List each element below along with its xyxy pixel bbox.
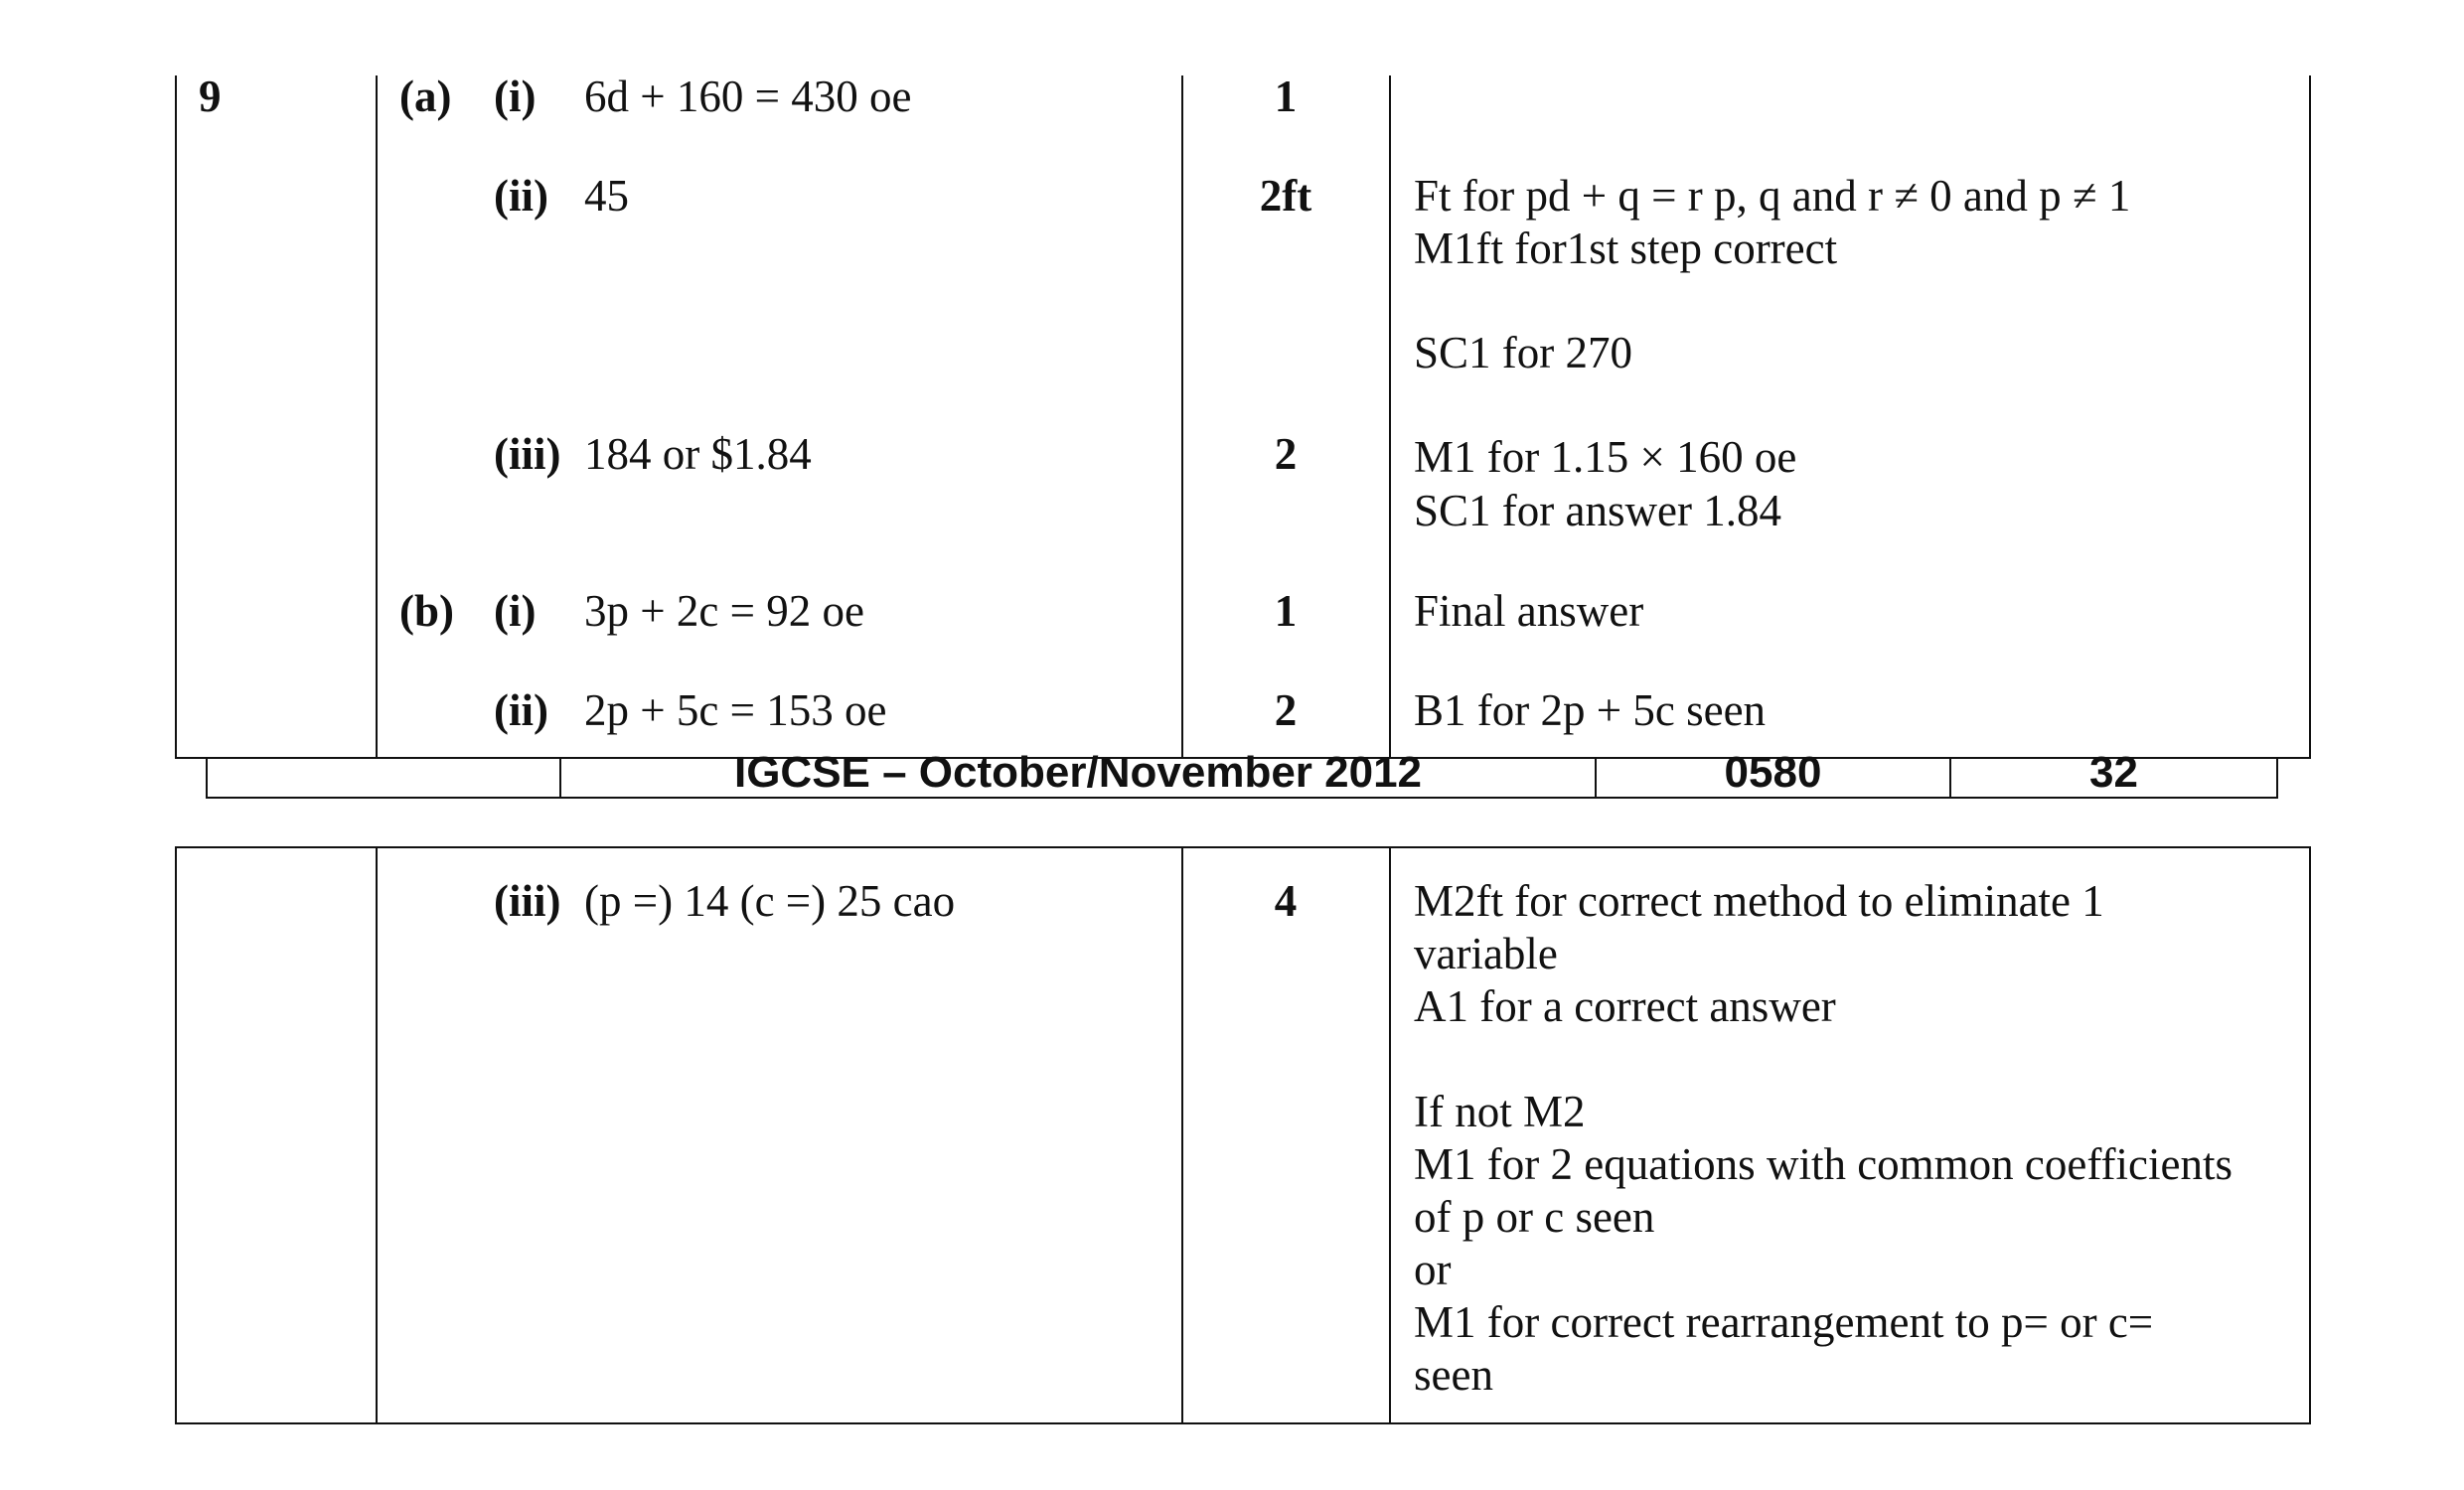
mark-note: Ft for pd + q = r p, q and r ≠ 0 and p ≠ 1	[1414, 171, 2131, 221]
table-divider-question	[376, 846, 378, 1424]
table-divider-question	[376, 75, 378, 759]
subpart-label: (iii)	[494, 876, 561, 926]
table-border-top	[175, 846, 2311, 848]
header-border-right	[2276, 757, 2278, 799]
table-divider-mark	[1389, 846, 1391, 1424]
table-divider-answer	[1181, 846, 1183, 1424]
mark-note: Final answer	[1414, 586, 1644, 636]
mark-value: 2	[1274, 685, 1298, 735]
mark-note: M1 for 1.15 × 160 oe	[1414, 432, 1797, 482]
mark-note: M1 for correct rearrangement to p= or c=	[1414, 1297, 2154, 1347]
mark-value: 2	[1274, 429, 1298, 479]
subpart-label: (ii)	[494, 685, 548, 735]
table-border-right	[2309, 75, 2311, 759]
mark-note: M2ft for correct method to eliminate 1	[1414, 876, 2104, 926]
subpart-label: (i)	[494, 72, 537, 121]
mark-note: of p or c seen	[1414, 1192, 1655, 1242]
question-number: 9	[199, 72, 222, 121]
mark-value: 1	[1274, 586, 1298, 636]
mark-note: SC1 for answer 1.84	[1414, 486, 1781, 535]
paper-number: 32	[2089, 748, 2138, 797]
exam-title: IGCSE – October/November 2012	[733, 748, 1423, 797]
answer-text: 184 or $1.84	[584, 429, 812, 479]
mark-note: variable	[1414, 929, 1558, 978]
subpart-label: (iii)	[494, 429, 561, 479]
table-border-left	[175, 846, 177, 1424]
mark-note: M1ft for1st step correct	[1414, 224, 1838, 273]
mark-note: or	[1414, 1245, 1452, 1294]
answer-text: (p =) 14 (c =) 25 cao	[584, 876, 956, 926]
header-border-left	[206, 757, 208, 799]
mark-value: 1	[1274, 72, 1298, 121]
mark-note: seen	[1414, 1350, 1493, 1400]
answer-text: 2p + 5c = 153 oe	[584, 685, 887, 735]
mark-note: M1 for 2 equations with common coefficients	[1414, 1139, 2233, 1189]
subpart-label: (i)	[494, 586, 537, 636]
syllabus-code: 0580	[1724, 748, 1822, 797]
answer-text: 3p + 2c = 92 oe	[584, 586, 864, 636]
table-border-left	[175, 75, 177, 759]
mark-value: 4	[1274, 876, 1298, 926]
mark-note: If not M2	[1414, 1087, 1586, 1136]
mark-note: B1 for 2p + 5c seen	[1414, 685, 1767, 735]
mark-note: A1 for a correct answer	[1414, 981, 1836, 1031]
answer-text	[584, 70, 911, 123]
part-label: (b)	[399, 586, 454, 636]
mark-note: SC1 for 270	[1414, 328, 1633, 377]
answer-text: 45	[584, 171, 629, 221]
table-border-bottom	[175, 1422, 2311, 1424]
subpart-label: (ii)	[494, 171, 548, 221]
answer-equation: 6d + 160 = 430 oe	[584, 72, 912, 121]
header-border-bottom	[206, 797, 2278, 799]
mark-value: 2ft	[1259, 171, 1312, 221]
table-divider-mark	[1389, 75, 1391, 759]
table-border-right	[2309, 846, 2311, 1424]
part-label: (a)	[399, 72, 452, 121]
